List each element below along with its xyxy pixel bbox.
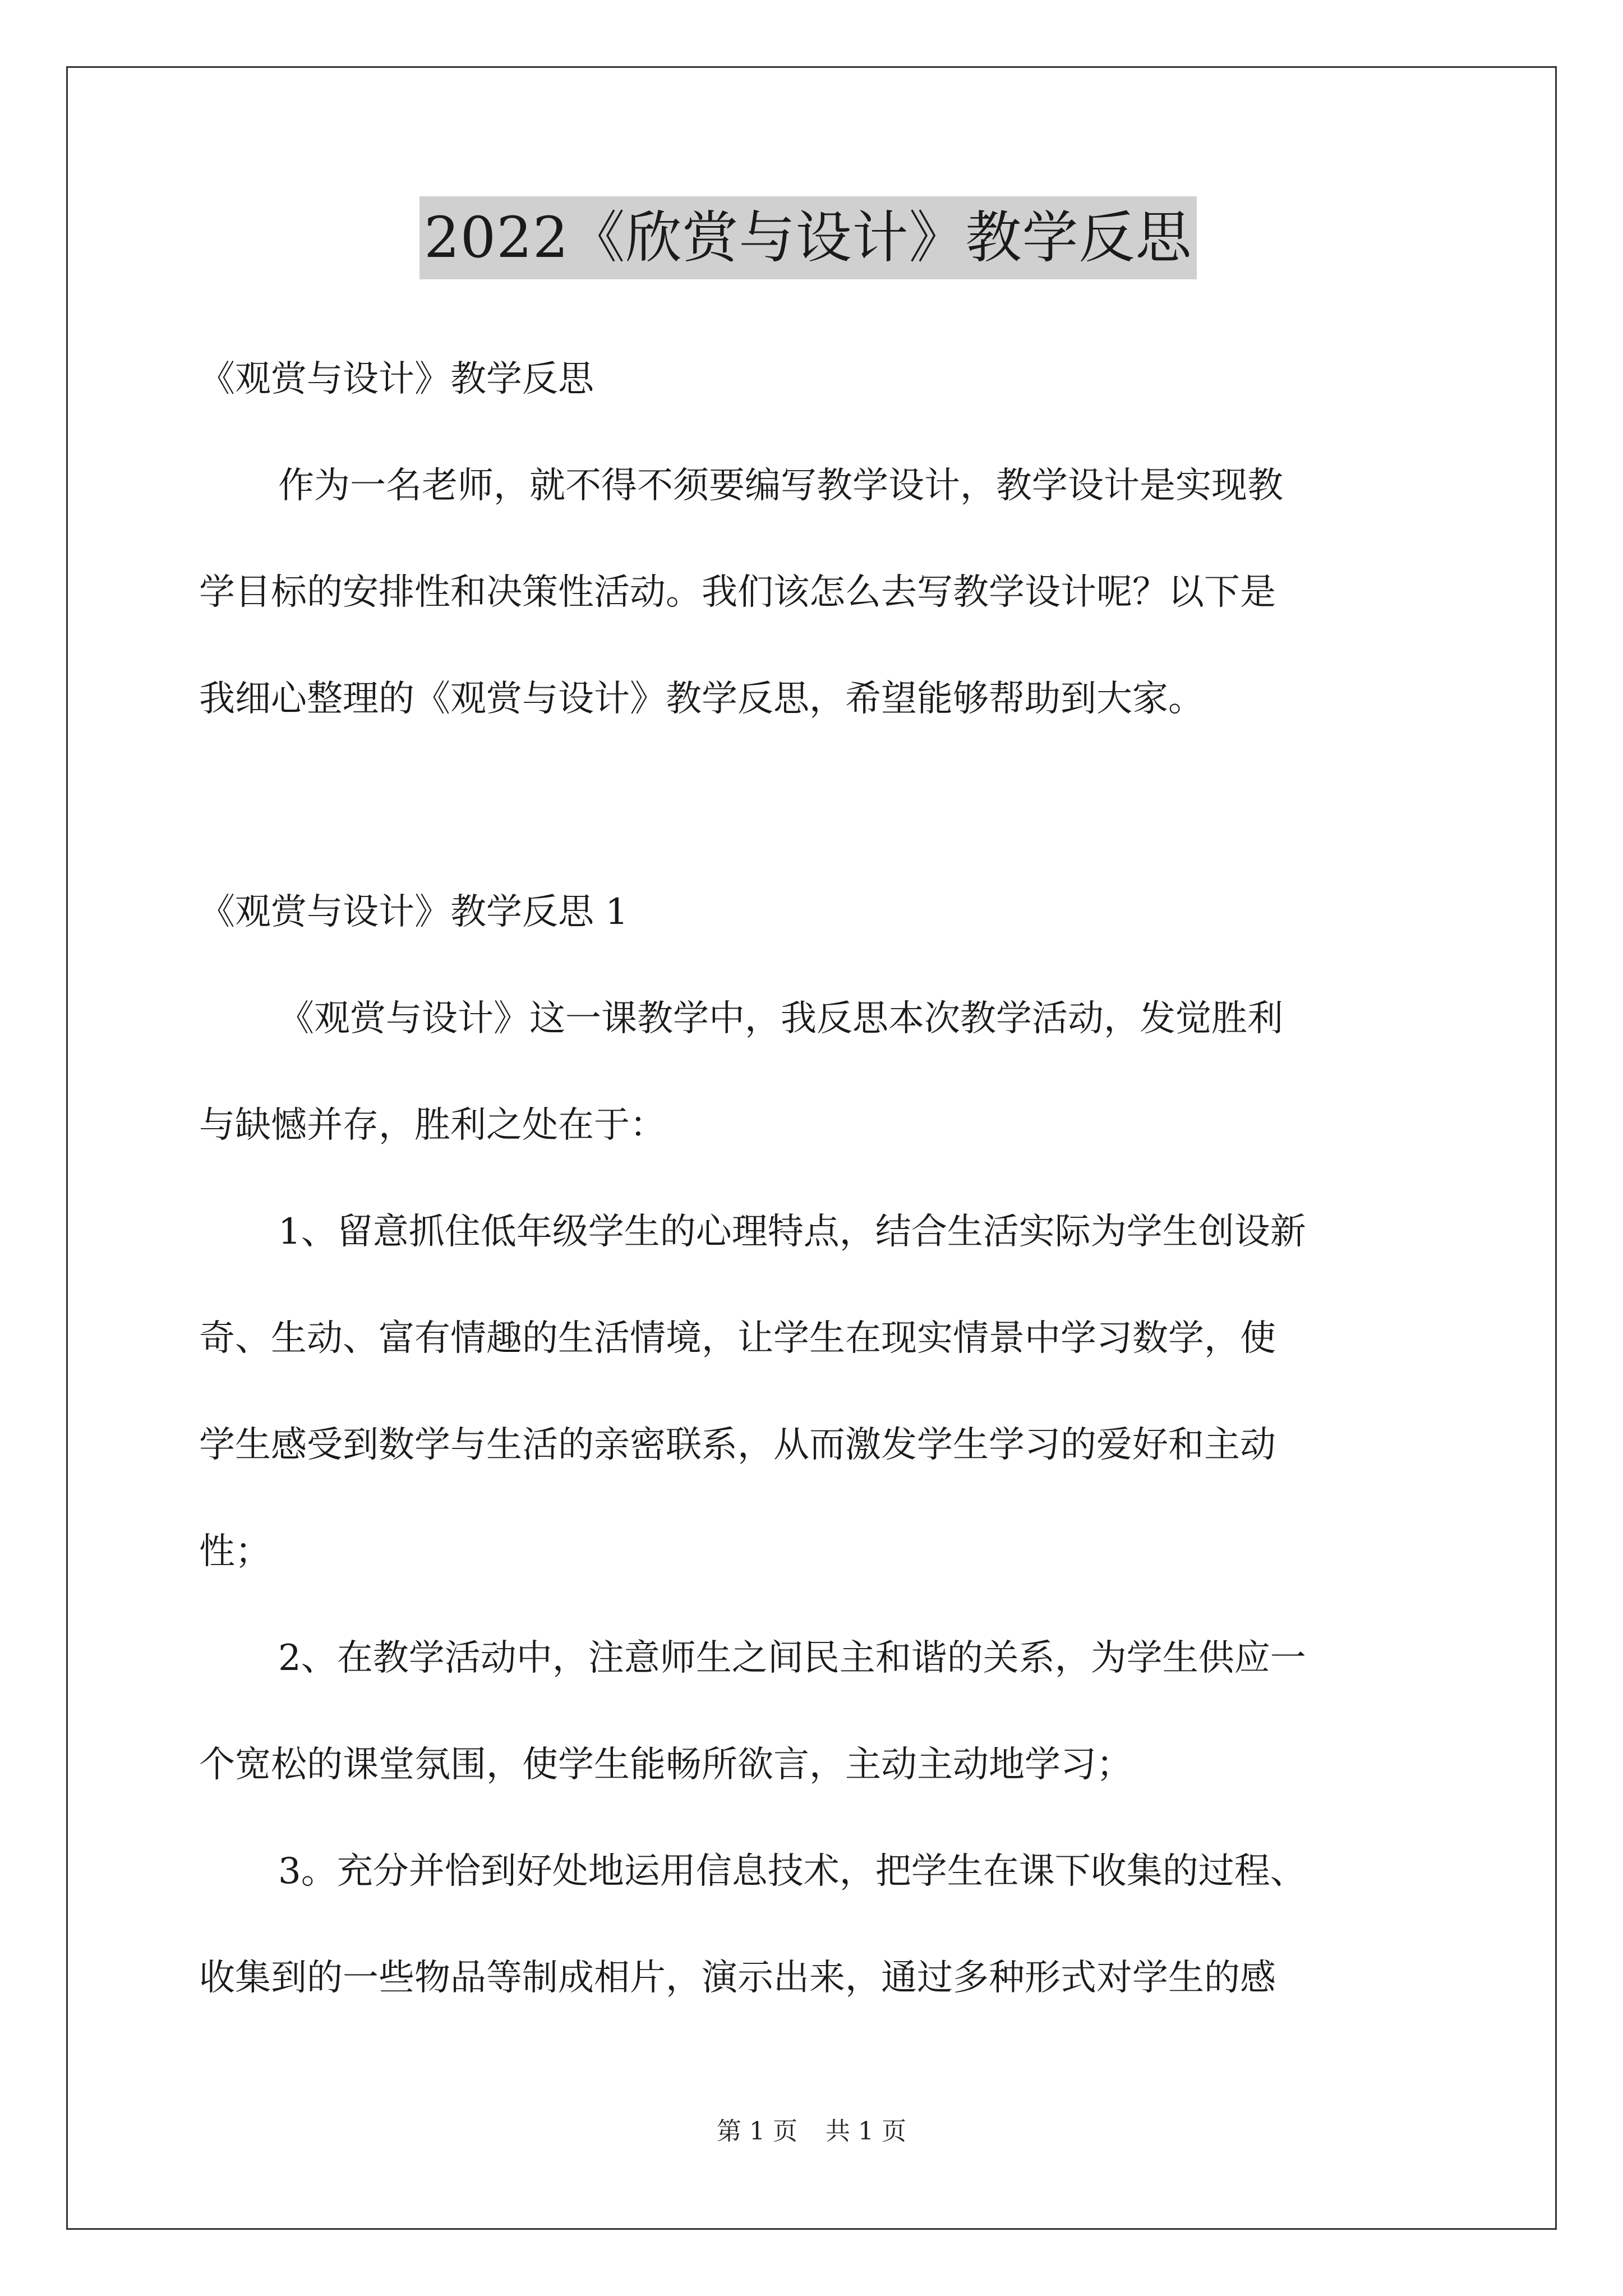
paragraph-line: 与缺憾并存，胜利之处在于：: [199, 1105, 666, 1146]
paragraph-line: 个宽松的课堂氛围，使学生能畅所欲言，主动主动地学习；: [199, 1744, 1132, 1786]
paragraph-line: 收集到的一些物品等制成相片，演示出来，通过多种形式对学生的感: [199, 1957, 1276, 1999]
paragraph-line: 《观赏与设计》这一课教学中，我反思本次教学活动，发觉胜利: [278, 998, 1283, 1039]
page-number: 第 1 页: [717, 2117, 797, 2146]
paragraph-line: 2、在教学活动中，注意师生之间民主和谐的关系，为学生供应一: [278, 1637, 1306, 1679]
paragraph-line: 性；: [199, 1531, 271, 1572]
paragraph-line: 奇、生动、富有情趣的生活情境，让学生在现实情景中学习数学，使: [199, 1318, 1276, 1359]
document-title: 2022《欣赏与设计》教学反思: [419, 196, 1197, 279]
section-heading: 《观赏与设计》教学反思 1: [199, 891, 629, 933]
paragraph-line: 作为一名老师，就不得不须要编写教学设计，教学设计是实现教: [278, 465, 1283, 507]
page-footer: [0, 2115, 1623, 2148]
subtitle-line: 《观赏与设计》教学反思: [199, 358, 594, 400]
page-total: 共 1 页: [826, 2117, 906, 2146]
paragraph-line: 我细心整理的《观赏与设计》教学反思，希望能够帮助到大家。: [199, 678, 1204, 720]
paragraph-line: 3。充分并恰到好处地运用信息技术，把学生在课下收集的过程、: [278, 1851, 1306, 1892]
paragraph-line: 1、留意抓住低年级学生的心理特点，结合生活实际为学生创设新: [278, 1211, 1306, 1253]
paragraph-line: 学生感受到数学与生活的亲密联系，从而激发学生学习的爱好和主动: [199, 1424, 1276, 1466]
paragraph-line: 学目标的安排性和决策性活动。我们该怎么去写教学设计呢？以下是: [199, 572, 1276, 613]
